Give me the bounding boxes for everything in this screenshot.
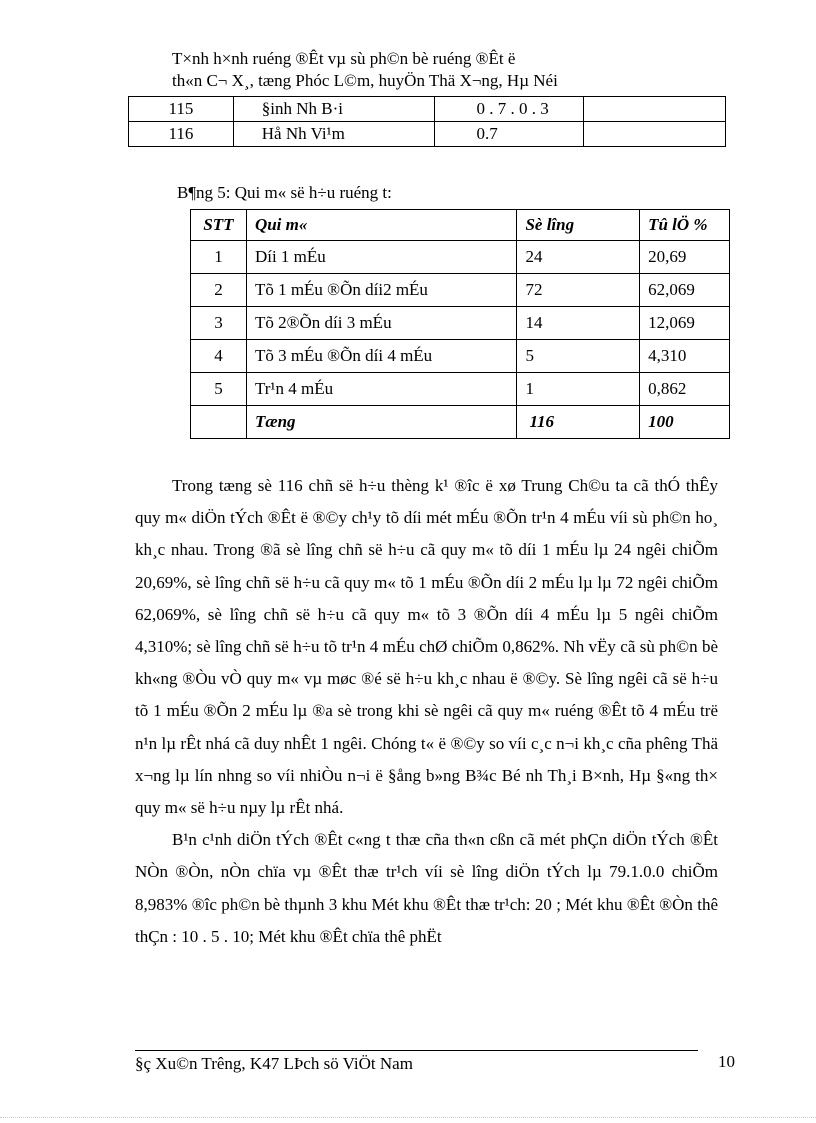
page-bottom-border xyxy=(0,1117,816,1118)
area-cell: 0 . 7 . 0 . 3 xyxy=(434,97,584,122)
table-row xyxy=(129,97,726,122)
count-cell: 72 xyxy=(517,274,640,307)
area-cell: 0.7 xyxy=(434,122,584,147)
table-row xyxy=(191,241,730,274)
table-row xyxy=(191,307,730,340)
table-total-row xyxy=(191,406,730,439)
ownership-scale-table xyxy=(190,209,730,439)
stt-cell: 4 xyxy=(191,340,247,373)
header-count: Sè lîng xyxy=(517,210,640,241)
page-number: 10 xyxy=(718,1052,735,1071)
count-cell: 5 xyxy=(517,340,640,373)
table-header-row xyxy=(191,210,730,241)
heading-line-1: T×nh h×nh ruéng ®Êt vµ sù ph©n bè ruéng ®Êt ë xyxy=(172,49,516,68)
paragraph: B¹n c¹nh diÖn tÝch ®Êt c«ng t thæ cña th«n cßn cã mét phÇn diÖn tÝch ®Êt NÒn ®Òn, nÒn chïa vµ ®Êt thæ tr¹ch víi sè lîng diÖn tÝch lµ 79.1.0.0 chiÕm 8,983% ®îc ph©n bè thµnh 3 khu Mét khu ®Êt thæ tr¹ch: 20 ; Mét khu ®Êt ®Òn thê thÇn : 10 . 5 . 10; Mét khu ®Êt chïa thê phËt xyxy=(135,830,718,946)
count-cell: 14 xyxy=(517,307,640,340)
scale-cell: Díi 1 mÉu xyxy=(246,241,517,274)
header-percent: Tû lÖ % xyxy=(640,210,730,241)
owner-name-cell: §inh Nh B·i xyxy=(233,97,434,122)
scale-cell: Tõ 3 mÉu ®Õn díi 4 mÉu xyxy=(246,340,517,373)
total-count: 116 xyxy=(517,406,640,439)
heading-line-2: th«n C¬ X¸, tæng Phóc L©m, huyÖn Thä X¬ng, Hµ Néi xyxy=(172,71,558,90)
stt-cell: 115 xyxy=(129,97,234,122)
percent-cell: 4,310 xyxy=(640,340,730,373)
stt-cell: 1 xyxy=(191,241,247,274)
header-scale: Qui m« xyxy=(246,210,517,241)
table-row xyxy=(129,122,726,147)
scale-cell: Tõ 2®Õn díi 3 mÉu xyxy=(246,307,517,340)
extra-cell xyxy=(584,122,726,147)
scale-cell: Tõ 1 mÉu ®Õn díi2 mÉu xyxy=(246,274,517,307)
table-row xyxy=(191,340,730,373)
scale-cell: Tr¹n 4 mÉu xyxy=(246,373,517,406)
percent-cell: 20,69 xyxy=(640,241,730,274)
percent-cell: 12,069 xyxy=(640,307,730,340)
percent-cell: 62,069 xyxy=(640,274,730,307)
stt-cell: 116 xyxy=(129,122,234,147)
stt-cell: 5 xyxy=(191,373,247,406)
body-text xyxy=(135,470,718,953)
percent-cell: 0,862 xyxy=(640,373,730,406)
landholding-table-continued xyxy=(128,96,726,147)
total-percent: 100 xyxy=(640,406,730,439)
empty-cell xyxy=(191,406,247,439)
footer-author: §ç Xu©n Trêng, K47 LÞch sö ViÖt Nam xyxy=(135,1054,413,1073)
table-row xyxy=(191,274,730,307)
total-label: Tæng xyxy=(246,406,517,439)
header-stt: STT xyxy=(191,210,247,241)
stt-cell: 2 xyxy=(191,274,247,307)
paragraph: Trong tæng sè 116 chñ së h÷u thèng k¹ ®îc ë xø Trung Ch©u ta cã thÓ thÊy quy m« diÖn tÝch ®Êt ë ®©y ch¹y tõ díi mét mÉu ®Õn tr¹n 4 mÉu víi sù ph©n ho¸ kh¸c nhau. Trong ®ã sè lîng chñ së h÷u cã quy m« tõ díi 1 mÉu lµ 24 ngêi chiÕm 20,69%, sè lîng chñ së h÷u cã quy m« tõ 1 mÉu ®Õn díi 2 mÉu lµ lµ 72 ngêi chiÕm 62,069%, sè lîng chñ së h÷u cã quy m« tõ 3 ®Õn díi 4 mÉu lµ 5 ngêi chiÕm 4,310%; sè lîng chñ së h÷u tõ tr¹n 4 mÉu chØ chiÕm 0,862%. Nh vËy cã sù ph©n bè kh«ng ®Òu vÒ quy m« vµ møc ®é së h÷u kh¸c nhau ë ®©y. Sè lîng ngêi cã së h÷u tõ 1 mÉu ®Õn 2 mÉu lµ ®a sè trong khi sè ngêi cã quy m« ruéng ®Êt tõ 4 mÉu trë n¹n lµ rÊt nhá cã duy nhÊt 1 ngêi. Chóng t« ë ®©y so víi c¸c n¬i kh¸c cña phêng Thä x¬ng lµ lín nhng so víi nhiÒu n¬i ë §ång b»ng B¾c Bé nh Th¸i B×nh, Hµ §«ng th× quy m« së h÷u nµy lµ rÊt nhá. xyxy=(135,476,718,818)
stt-cell: 3 xyxy=(191,307,247,340)
footer-divider xyxy=(135,1050,698,1051)
table-row xyxy=(191,373,730,406)
count-cell: 24 xyxy=(517,241,640,274)
owner-name-cell: Hå Nh Vi¹m xyxy=(233,122,434,147)
extra-cell xyxy=(584,97,726,122)
count-cell: 1 xyxy=(517,373,640,406)
table-caption: B¶ng 5: Qui m« së h÷u ruéng t: xyxy=(177,183,392,202)
